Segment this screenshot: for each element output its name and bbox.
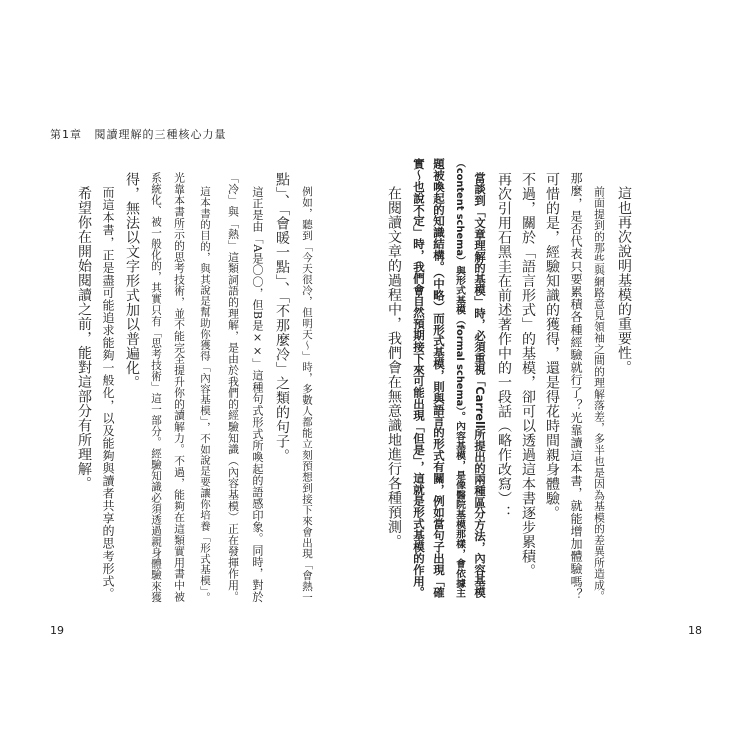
page-number-left: 19 <box>50 624 64 637</box>
text-column: 希望你在開始閱讀之前，能對這部分有所理解。 <box>76 186 92 491</box>
chapter-header <box>50 126 235 142</box>
text-column: 再次引用石黑圭在前述著作中的一段話（略作改寫）： <box>496 172 512 520</box>
text-column: 在閱讀文章的過程中，我們會在無意識地進行各種預測。 <box>386 186 402 549</box>
text-column: 「冷」與「熱」這類詞語的理解，是由於我們的經驗知識（內容基模）正在發揮作用。 <box>227 172 240 603</box>
text-column: 不過，關於「語言形式」的基模，卻可以透過這本書逐步累積。 <box>520 172 536 578</box>
text-column: 前面提到的那些與網路意見領袖之間的理解落差，多半也是因為基模的差異所造成。 <box>593 186 606 602</box>
text-column: 例如，聽到「今天很冷，但明天～」時，多數人都能立刻預想到接下來會出現「會熱一 <box>300 186 312 603</box>
text-column: 這正是由「A是〇〇，但B是××」這種句式形式所喚起的語感印象。同時，對於 <box>251 186 264 603</box>
quote-column: （content schema）與形式基模（formal schema）。內容基模，是像醫院基模那樣，會依據主 <box>454 158 465 598</box>
text-column: 而這本書，正是盡可能追求能夠一般化，以及能夠與讀者共享的思考形式。 <box>101 186 115 600</box>
quote-column: 實～也說不定」時，我們會自然預期接下來可能出現「但是」，這就是形式基模的作用。 <box>412 158 426 599</box>
chapter-number: 第1章 <box>50 128 82 141</box>
text-column: 得，無法以文字形式加以普遍化。 <box>124 172 140 390</box>
text-column: 系統化、被一般化的，其實只有「思考技術」這一部分。經驗知識必須透過親身體驗來獲 <box>150 172 162 603</box>
text-column: 可惜的是，經驗知識的獲得，還是得花時間親身體驗。 <box>544 172 560 520</box>
text-column: 那麼，是否代表只要累積各種經驗就行了？光靠讀這本書，就能增加體驗嗎？ <box>569 172 583 601</box>
quote-column: 當談到「文章理解的基模」時，必須重視「Carrell所提出的兩種區分方法，內容基模 <box>473 172 486 598</box>
text-column: 這也再次說明基模的重要性。 <box>616 186 632 375</box>
quote-column: 題被喚起的知識結構。（中略）而形式基模，則與語言的形式有關，例如當句子出現「確 <box>432 158 446 599</box>
text-column: 光靠本書所示的思考技術，並不能完全提升你的讀解力。不過，能夠在這類實用書中被 <box>173 172 186 603</box>
text-column: 這本書的目的，與其說是幫助你獲得「內容基模」，不如說是要讓你培養「形式基模」。 <box>198 186 210 603</box>
text-column: 點」、「會暖一點」、「不那麼冷」之類的句子。 <box>274 172 290 463</box>
page-number-right: 18 <box>688 624 702 637</box>
chapter-title: 閱讀理解的三種核心力量 <box>94 128 227 141</box>
